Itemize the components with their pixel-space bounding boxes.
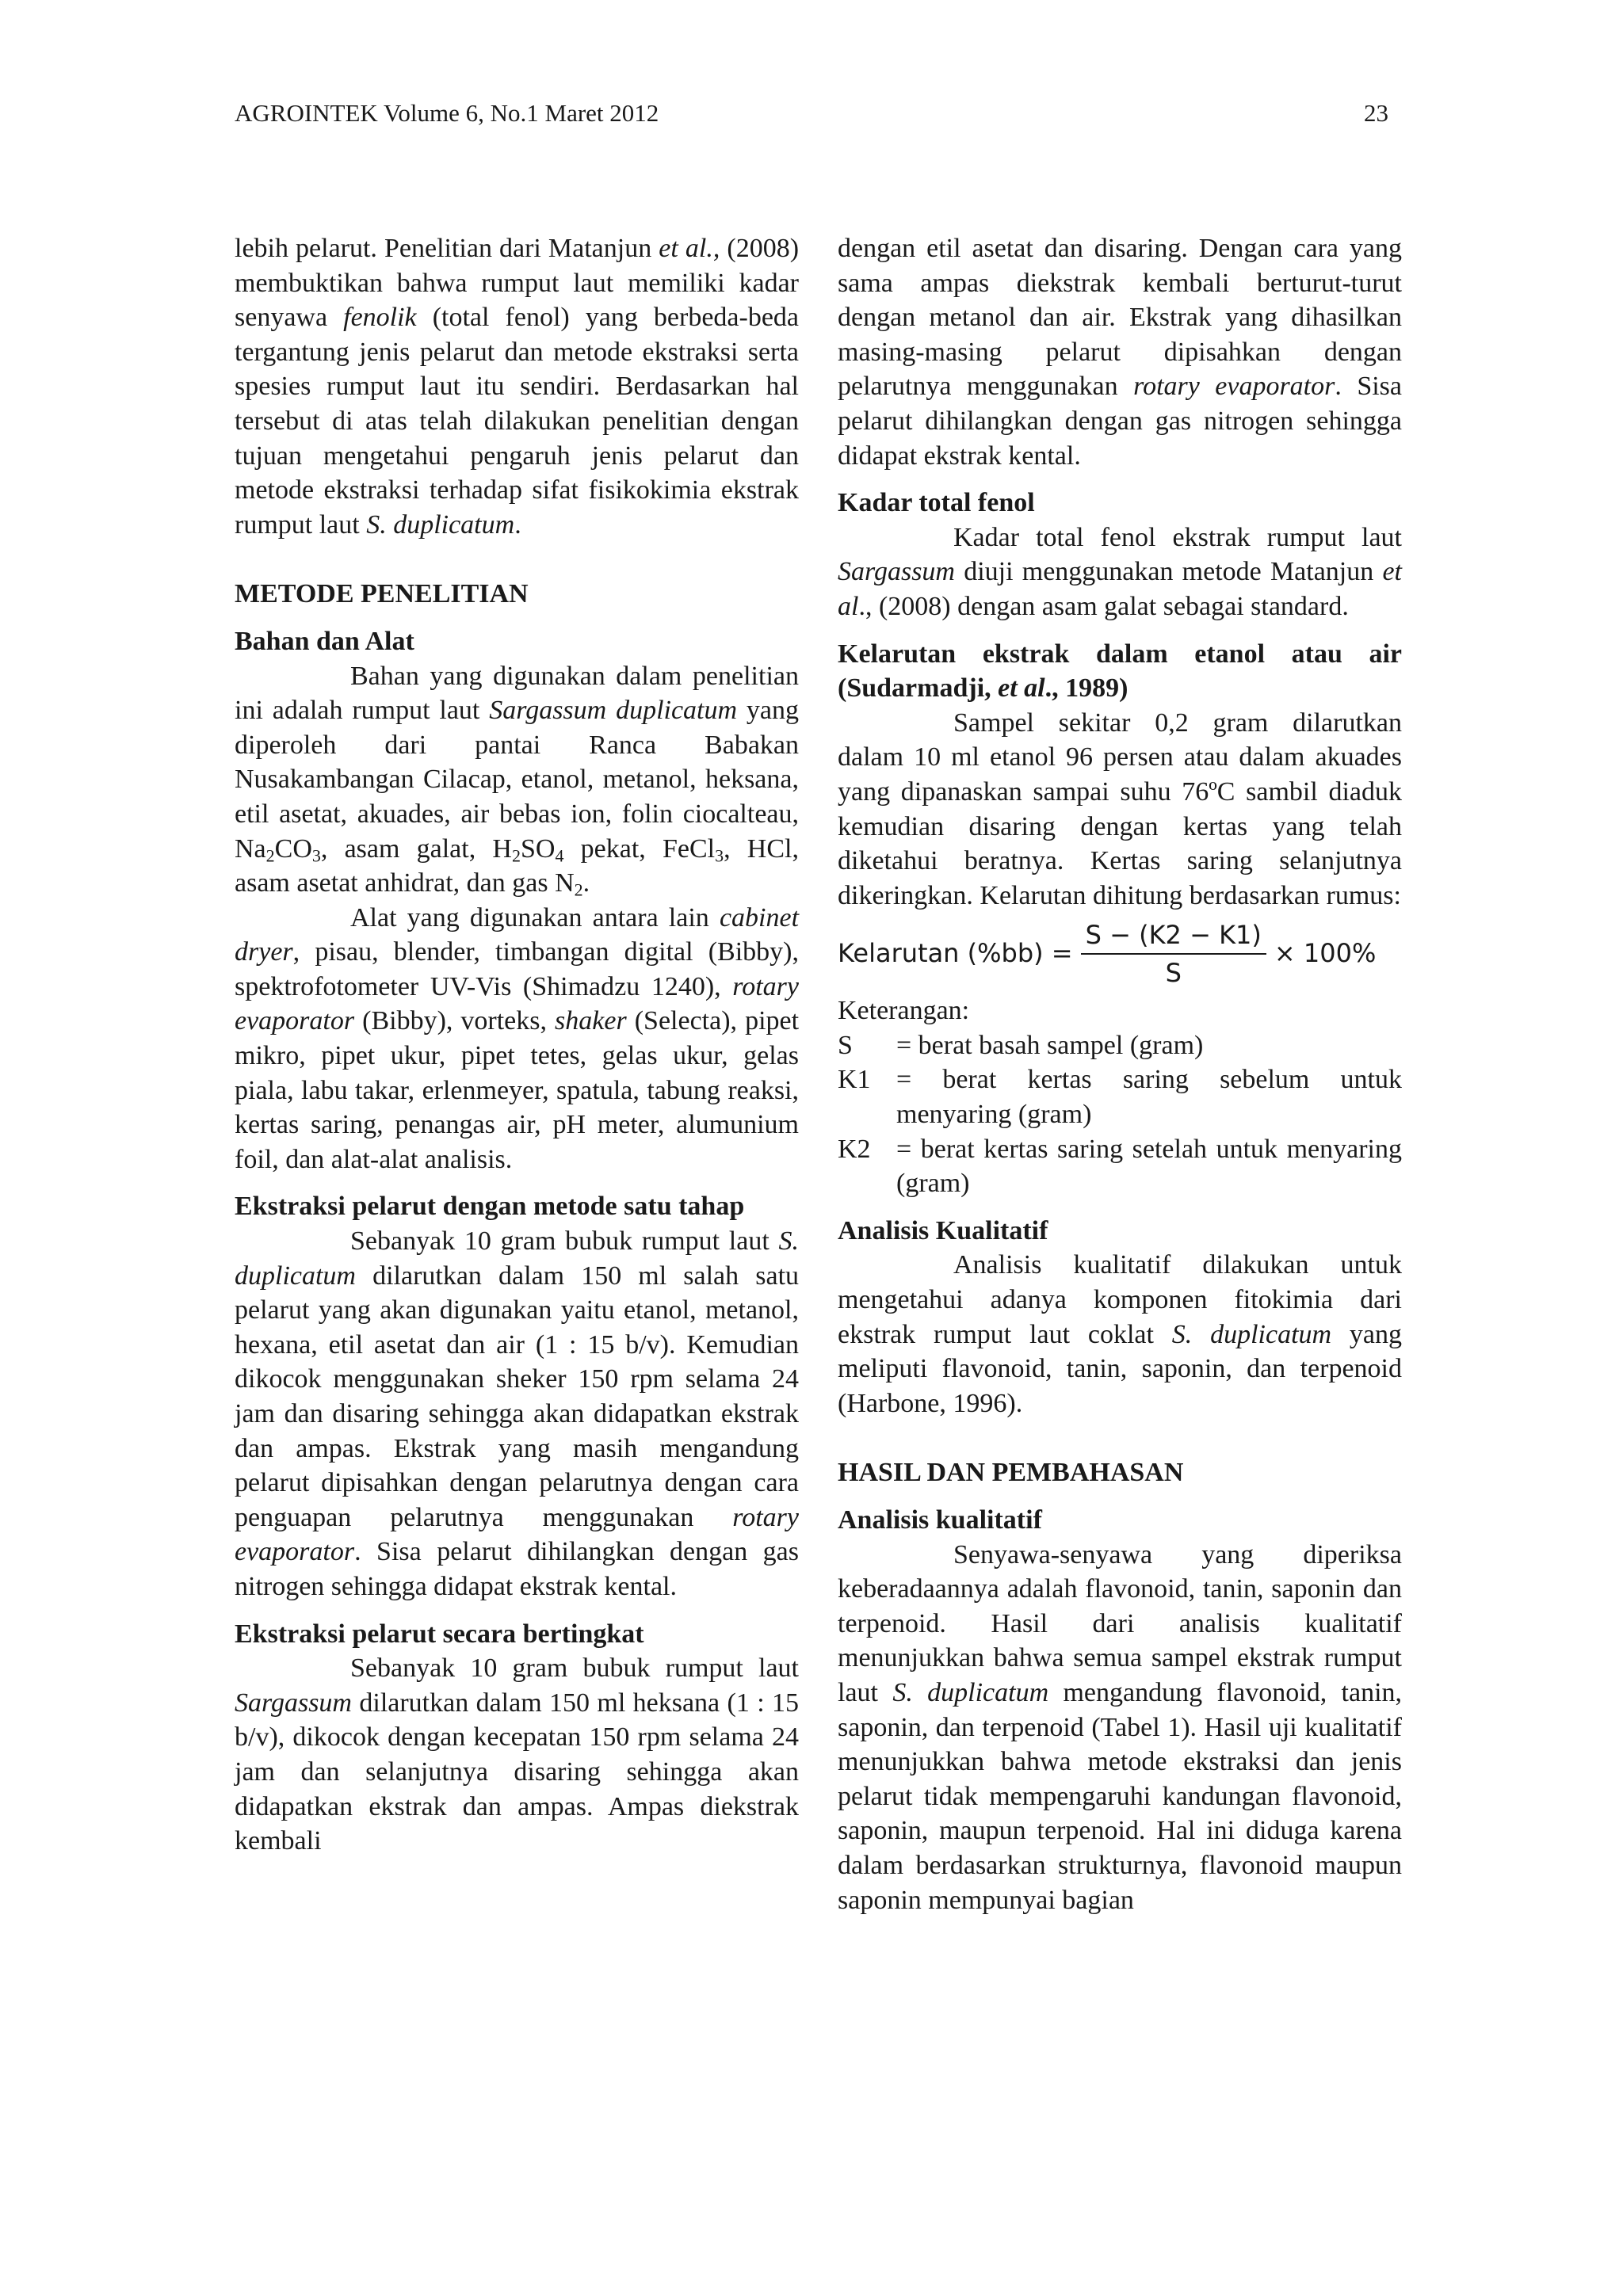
- legend-definition: = berat kertas saring setelah untuk menyaring (gram): [896, 1134, 1402, 1199]
- tools-paragraph: [235, 901, 799, 1177]
- italic-text: rotary evaporator: [235, 971, 799, 1036]
- italic-text: et al.,: [659, 234, 720, 263]
- solubility-paragraph: Sampel sekitar 0,2 gram dilarutkan dalam 10 ml etanol 96 persen atau dalam akuades yang dipanaskan sampai suhu 76ºC sambil diaduk kemudian disaring dengan kertas yang telah diketahui beratnya. Kertas saring selanjutnya dikeringkan. Kelarutan dihitung berdasarkan rumus:: [838, 707, 1402, 910]
- stepwise-paragraph: [235, 1651, 799, 1859]
- italic-text: Sargassum duplicatum: [489, 696, 738, 726]
- formula-lhs: Kelarutan (%bb) =: [838, 938, 1073, 969]
- legend-row: [838, 1132, 1402, 1201]
- italic-text: S. duplicatum: [366, 509, 515, 540]
- text-run: pekat, FeCl: [563, 833, 716, 864]
- qualitative-paragraph: [838, 1248, 1402, 1421]
- text-run: ., (2008) dengan asam galat sebagai standard.: [858, 591, 1349, 621]
- italic-text: S. duplicatum: [235, 1226, 799, 1291]
- qualitative-results-paragraph: [838, 1538, 1402, 1918]
- italic-text: et al: [998, 673, 1045, 704]
- text-run: diuji menggunakan metode Matanjun: [964, 557, 1374, 587]
- text-run: . Sisa pelarut dihilangkan dengan gas nitrogen sehingga didapat ekstrak kental.: [235, 1537, 799, 1601]
- text-run: Bahan yang digunakan dalam penelitian ini adalah rumput laut: [235, 661, 799, 726]
- legend-title: Keterangan:: [838, 996, 970, 1026]
- text-run: dilarutkan dalam 150 ml heksana (1 : 15 b/v), dikocok dengan kecepatan 150 rpm selama 24 jam dan selanjutnya disaring sehingga akan didapatkan ekstrak dan ampas. Ampas diekstrak kembali: [235, 1688, 799, 1856]
- single-step-paragraph: [235, 1224, 799, 1604]
- text-run: (2008) membuktikan bahwa rumput laut memiliki kadar senyawa: [235, 234, 800, 333]
- legend-symbol: K1: [838, 1065, 871, 1095]
- subheading-total-phenol: Kadar total fenol: [838, 488, 1035, 518]
- italic-text: Sargassum: [235, 1688, 352, 1718]
- text-run: , pisau, blender, timbangan digital (Bibby), spektrofotometer UV-Vis (Shimadzu 1240),: [235, 937, 799, 1001]
- subheading-qualitative-analysis: Analisis Kualitatif: [838, 1215, 1048, 1245]
- page-number: 23: [1364, 99, 1388, 127]
- italic-text: et al: [838, 557, 1402, 621]
- intro-paragraph: [235, 231, 799, 542]
- text-run: SO: [520, 833, 556, 864]
- text-run: dengan etil asetat dan disaring. Dengan cara yang sama ampas diekstrak kembali berturut-turut dengan metanol dan air. Ekstrak yang dihasilkan masing-masing pelarut dipisahkan dengan pelarutnya menggunakan: [838, 234, 1402, 402]
- formula-rhs: × 100%: [1274, 938, 1377, 969]
- subscript: 4: [555, 845, 564, 865]
- subscript: 2: [265, 845, 275, 865]
- phenol-paragraph: [838, 521, 1402, 624]
- text-run: Kadar total fenol ekstrak rumput laut: [953, 522, 1402, 552]
- text-run: .: [582, 868, 590, 898]
- italic-text: S. duplicatum: [892, 1677, 1049, 1707]
- materials-paragraph: [235, 659, 799, 901]
- legend-symbol: S: [838, 1030, 853, 1060]
- text-run: Kelarutan ekstrak dalam etanol atau air (Sudarmadji,: [838, 639, 1402, 704]
- subheading-single-step-extraction: Ekstraksi pelarut dengan metode satu tahap: [235, 1192, 745, 1222]
- text-run: ., 1989): [1044, 673, 1128, 704]
- running-header: [235, 93, 1388, 133]
- subheading-solubility: [838, 637, 1402, 706]
- legend-row: [838, 1062, 1402, 1131]
- italic-text: shaker: [555, 1006, 627, 1036]
- formula-fraction: [1081, 919, 1266, 989]
- text-run: yang meliputi flavonoid, tanin, saponin, dan terpenoid (Harbone, 1996).: [838, 1319, 1402, 1418]
- text-run: mengandung flavonoid, tanin, saponin, dan terpenoid (Tabel 1). Hasil uji kualitatif menunjukkan bahwa metode ekstraksi dan jenis pelarut tidak mempengaruhi kandungan flavonoid, saponin, maupun terpenoid. Hal ini diduga karena dalam berdasarkan strukturnya, flavonoid maupun saponin mempunyai bagian: [838, 1677, 1403, 1915]
- text-run: Sebanyak 10 gram bubuk rumput laut: [350, 1653, 799, 1684]
- subheading-materials: Bahan dan Alat: [235, 626, 414, 656]
- text-run: lebih pelarut. Penelitian dari Matanjun: [235, 234, 652, 263]
- legend-definition: = berat basah sampel (gram): [896, 1030, 1204, 1060]
- legend-row: [838, 1028, 1402, 1063]
- solubility-formula: [838, 916, 1402, 992]
- subscript: 2: [574, 879, 583, 900]
- text-run: (Selecta), pipet mikro, pipet ukur, pipet tetes, gelas ukur, gelas piala, labu takar, erlenmeyer, spatula, tabung reaksi, kertas saring, penangas air, pH meter, alumunium foil, dan alat-alat analisis.: [235, 1006, 800, 1174]
- subscript: 3: [311, 845, 321, 865]
- italic-text: fenolik: [343, 303, 417, 333]
- text-run: , HCl, asam asetat anhidrat, dan gas N: [235, 833, 799, 898]
- text-run: (total fenol) yang berbeda-beda tergantung jenis pelarut dan metode ekstraksi serta spesies rumput laut itu sendiri. Berdasarkan hal tersebut di atas telah dilakukan penelitian dengan tujuan mengetahui pengaruh jenis pelarut dan metode ekstraksi terhadap sifat fisikokimia ekstrak rumput laut: [235, 303, 800, 540]
- text-run: Alat yang digunakan antara lain: [350, 902, 709, 933]
- text-run: , asam galat, H: [320, 833, 512, 864]
- left-column: [235, 231, 799, 1859]
- text-run: .: [514, 509, 521, 540]
- formula-denominator: S: [1165, 958, 1182, 989]
- section-heading-methods: METODE PENELITIAN: [235, 579, 529, 609]
- text-run: Analisis kualitatif dilakukan untuk mengetahui adanya komponen fitokimia dari ekstrak rumput laut coklat: [838, 1250, 1402, 1349]
- subheading-stepwise-extraction: Ekstraksi pelarut secara bertingkat: [235, 1619, 644, 1649]
- text-run: Sebanyak 10 gram bubuk rumput laut: [350, 1226, 769, 1257]
- italic-text: rotary evaporator: [235, 1502, 799, 1567]
- italic-text: Sargassum: [838, 557, 955, 587]
- subscript: 3: [715, 845, 724, 865]
- text-run: Senyawa-senyawa yang diperiksa keberadaannya adalah flavonoid, tanin, saponin dan terpenoid. Hasil dari analisis kualitatif menunjukkan bahwa semua sampel ekstrak rumput laut: [838, 1539, 1402, 1707]
- continued-paragraph: [838, 231, 1402, 473]
- journal-title: AGROINTEK Volume 6, No.1 Maret 2012: [235, 99, 659, 127]
- subscript: 2: [511, 845, 521, 865]
- legend-symbol: K2: [838, 1134, 871, 1164]
- italic-text: rotary evaporator: [1133, 372, 1335, 402]
- subheading-qualitative-results: Analisis kualitatif: [838, 1505, 1042, 1535]
- text-run: . Sisa pelarut dihilangkan dengan gas nitrogen sehingga didapat ekstrak kental.: [838, 372, 1402, 471]
- formula-numerator: S − (K2 − K1): [1081, 919, 1266, 955]
- italic-text: cabinet dryer: [235, 902, 800, 967]
- text-run: CO: [274, 833, 312, 864]
- legend-definition: = berat kertas saring sebelum untuk menyaring (gram): [896, 1065, 1402, 1130]
- right-column: [838, 231, 1402, 1917]
- text-run: yang diperoleh dari pantai Ranca Babakan Nusakambangan Cilacap, etanol, metanol, heksana, etil asetat, akuades, air bebas ion, folin ciocalteau, Na: [235, 696, 800, 864]
- italic-text: S. duplicatum: [1171, 1319, 1332, 1349]
- text-run: (Bibby), vorteks,: [362, 1006, 548, 1036]
- section-heading-results: HASIL DAN PEMBAHASAN: [838, 1458, 1184, 1488]
- text-run: dilarutkan dalam 150 ml salah satu pelarut yang akan digunakan yaitu etanol, metanol, hexana, etil asetat dan air (1 : 15 b/v). Kemudian dikocok menggunakan sheker 150 rpm selama 24 jam dan disaring sehingga akan didapatkan ekstrak dan ampas. Ekstrak yang masih mengandung pelarut dipisahkan dengan pelarutnya dengan cara penguapan pelarutnya menggunakan: [235, 1261, 800, 1532]
